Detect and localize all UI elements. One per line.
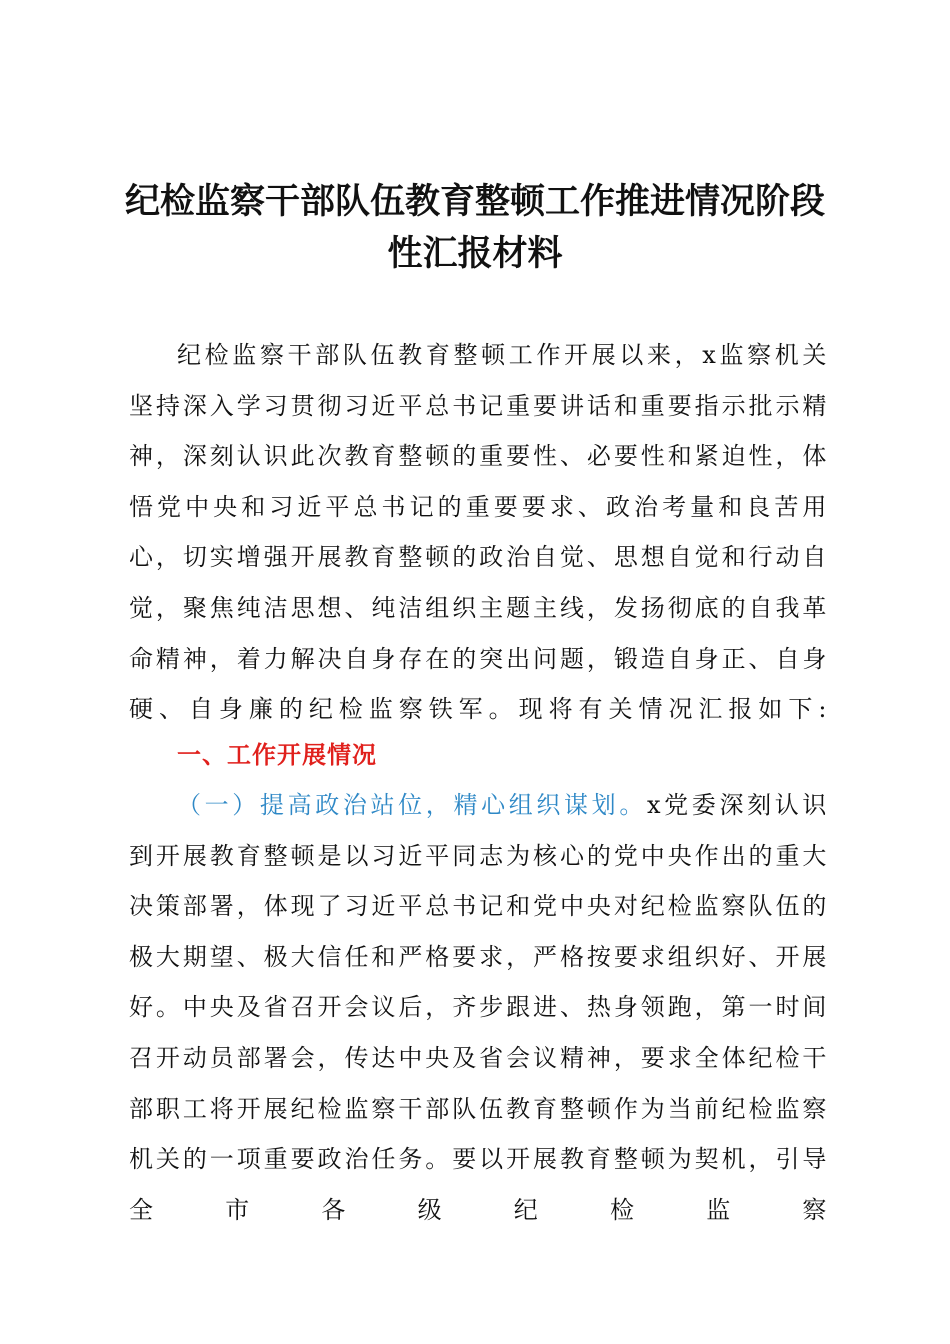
document-title: 纪检监察干部队伍教育整顿工作推进情况阶段性汇报材料 (124, 182, 825, 274)
subsection-body: x党委深刻认识到开展教育整顿是以习近平同志为核心的党中央作出的重大决策部署，体现了习近平总书记和党中央对纪检监察队伍的极大期望、极大信任和严格要求，严格按要求组织好、开展好。中央及省召开会议后，齐步跟进、热身领跑，第一时间召开动员部署会，传达中央及省会议精神，要求全体纪检干部职工将开展纪检监察干部队伍教育整顿作为当前纪检监察机关的一项重要政治任务。要以开展教育整顿为契机，引导全市各级纪检监察 (129, 791, 829, 1224)
subsection-title: （一）提高政治站位，精心组织谋划。 (177, 791, 647, 819)
section-heading: 一、工作开展情况 (177, 741, 377, 769)
subsection-paragraph (129, 780, 829, 1235)
intro-paragraph: 纪检监察干部队伍教育整顿工作开展以来，x监察机关坚持深入学习贯彻习近平总书记重要讲话和重要指示批示精神，深刻认识此次教育整顿的重要性、必要性和紧迫性，体悟党中央和习近平总书记的重要要求、政治考量和良苦用心，切实增强开展教育整顿的政治自觉、思想自觉和行动自觉，聚焦纯洁思想、纯洁组织主题主线，发扬彻底的自我革命精神，着力解决自身存在的突出问题，锻造自身正、自身硬、自身廉的纪检监察铁军。现将有关情况汇报如下: (129, 341, 829, 724)
